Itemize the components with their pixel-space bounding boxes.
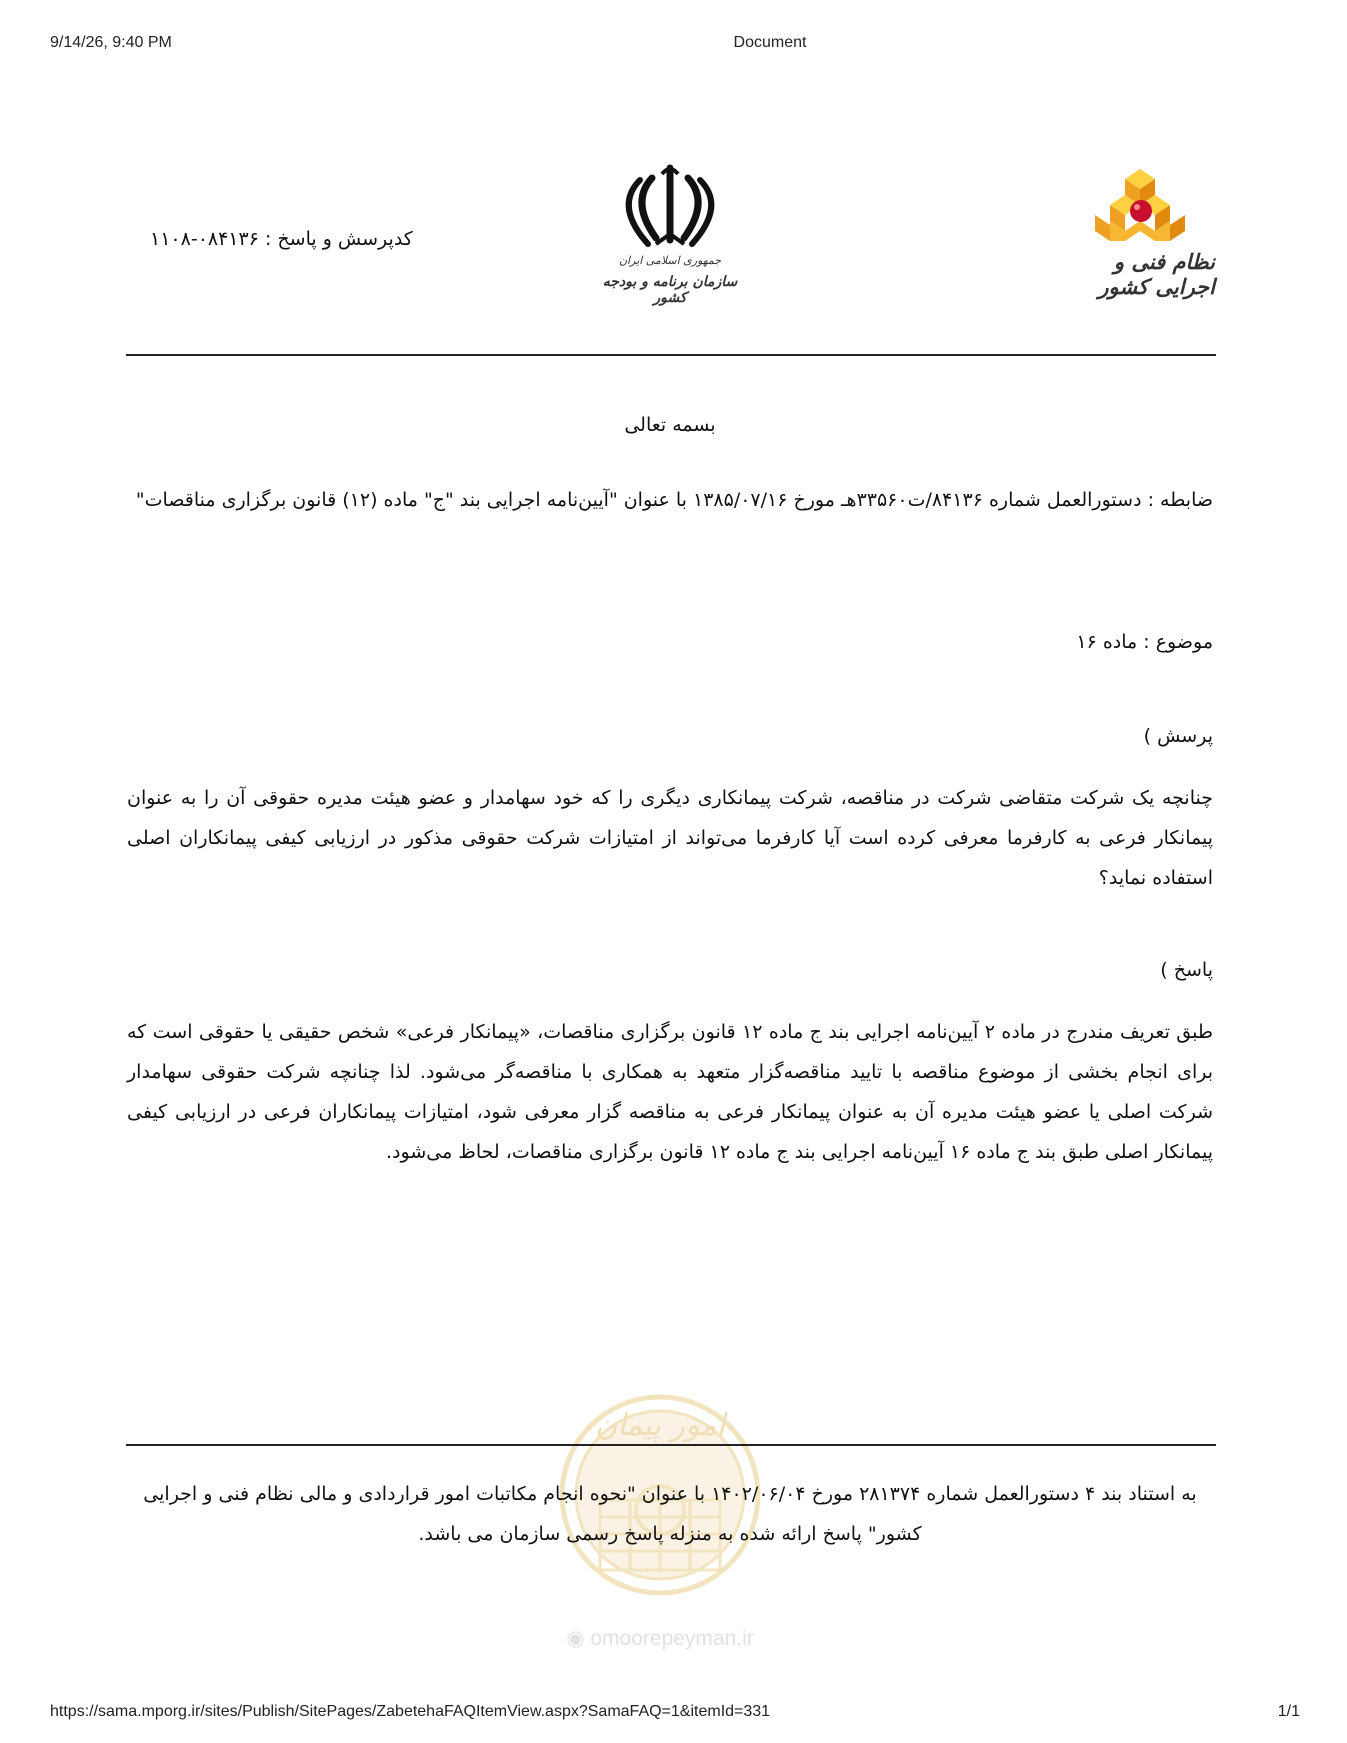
answer-label: پاسخ ) <box>1160 959 1213 981</box>
basmala-heading: بسمه تعالی <box>624 414 716 436</box>
nezam-fanni-logo-text: نظام فنی و اجرایی کشور <box>1098 249 1215 299</box>
print-document-title: Document <box>733 34 807 51</box>
regulation-reference: ضابطه : دستورالعمل شماره ۸۴۱۳۶/ت۳۳۵۶۰هـ مورخ ۱۳۸۵/۰۷/۱۶ با عنوان "آیین‌نامه اجرایی بند "ج" ماده (۱۲) قانون برگزاری مناقصات" <box>135 489 1213 511</box>
emblem-line-2: سازمان برنامه و بودجه کشور <box>602 274 738 306</box>
nezam-fanni-logo <box>1065 165 1215 299</box>
watermark-site-label: omoorepeyman.ir <box>590 1627 754 1650</box>
emblem-line-1: جمهوری اسلامی ایران <box>618 254 722 267</box>
question-label: پرسش ) <box>1143 725 1213 747</box>
footer-divider <box>126 1444 1216 1446</box>
subject-line: موضوع : ماده ۱۶ <box>1076 631 1213 653</box>
question-text: چنانچه یک شرکت متقاضی شرکت در مناقصه، شرکت پیمانکاری دیگری را که خود سهامدار و عضو هیئت مدیره حقوقی آن را به عنوان پیمانکار فرعی به کارفرما معرفی کرده است آیا کارفرما می‌تواند از امتیازات شرکت حقوقی مذکور در ارزیابی کیفی پیمانکاران اصلی استفاده نماید؟ <box>127 787 1213 889</box>
footer-note: به استناد بند ۴ دستورالعمل شماره ۲۸۱۳۷۴ مورخ ۱۴۰۲/۰۶/۰۴ با عنوان "نحوه انجام مکاتبات امور قراردادی و مالی نظام فنی و اجرایی کشور" پاسخ ارائه شده به منزله پاسخ رسمی سازمان می باشد. <box>143 1483 1197 1545</box>
cube-pyramid-icon <box>1065 165 1215 245</box>
watermark-seal-text: امور پیمان <box>595 1408 725 1443</box>
print-datetime: 9/14/26, 9:40 PM <box>50 34 172 51</box>
answer-text: طبق تعریف مندرج در ماده ۲ آیین‌نامه اجرایی بند ج ماده ۱۲ قانون برگزاری مناقصات، «پیمانکار فرعی» شخص حقیقی یا حقوقی است که برای انجام بخشی از موضوع مناقصه با تایید مناقصه‌گزار متعهد به همکاری با مناقصه‌گر می‌شود. لذا چنانچه شرکت حقوقی سهامدار شرکت اصلی یا عضو هیئت مدیره آن به عنوان پیمانکار فرعی به مناقصه گزار معرفی شود، امتیازات پیمانکاران فرعی در ارزیابی کیفی پیمانکار اصلی طبق بند ج ماده ۱۶ آیین‌نامه اجرایی بند ج ماده ۱۲ قانون برگزاری مناقصات، لحاظ می‌شود. <box>127 1021 1213 1163</box>
iran-emblem <box>600 160 740 310</box>
header-divider <box>126 354 1216 356</box>
watermark-globe-icon: ◉ <box>566 1627 585 1650</box>
question-code: کدپرسش و پاسخ : ۰۸۴۱۳۶-۱۱۰۸ <box>150 228 413 250</box>
print-page-number: 1/1 <box>1277 1703 1300 1720</box>
watermark-site <box>555 1626 765 1651</box>
national-emblem-icon <box>600 160 740 250</box>
print-url: https://sama.mporg.ir/sites/Publish/SitePages/ZabetehaFAQItemView.aspx?SamaFAQ=1&itemId=331 <box>50 1703 771 1720</box>
